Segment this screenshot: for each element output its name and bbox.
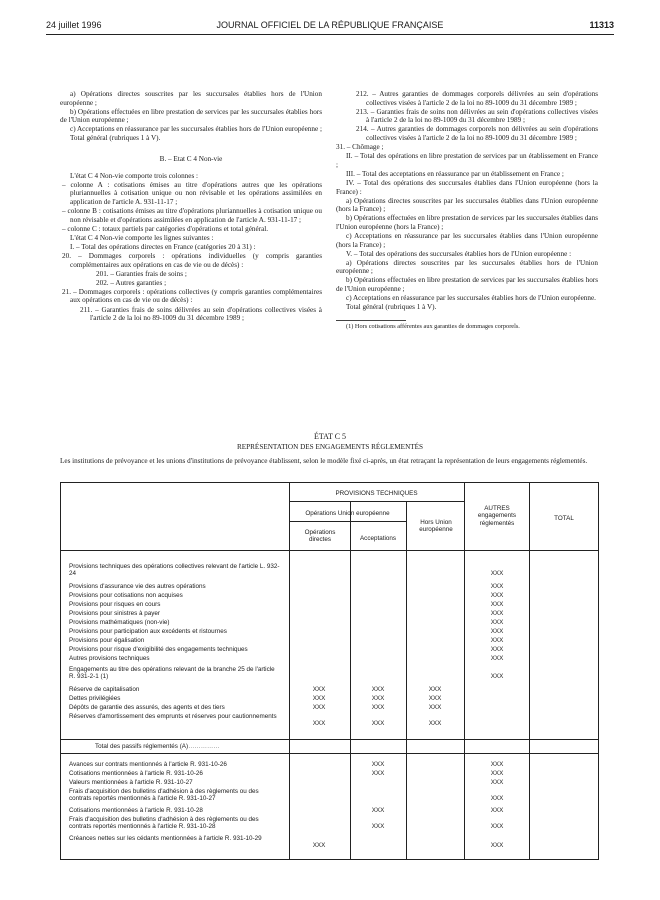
right-column: [336, 90, 598, 332]
table-row-label: Valeurs mentionnées à l'article R. 931-10-27: [69, 779, 193, 786]
list-item: 201. – Garanties frais de soins ;: [96, 269, 187, 278]
table-row-label: Frais d'acquisition des bulletins d'adhésion à des règlements ou des contrats reportés mentionnés à l'article R. 931-10-27: [69, 788, 259, 803]
left-column: [60, 90, 322, 323]
table-cell-xxx: XXX: [490, 646, 504, 653]
table-cell-xxx: XXX: [312, 842, 326, 850]
paragraph: II. – Total des opérations en libre prestation de services par un établissement en France ;: [336, 152, 598, 169]
table-cell-xxx: XXX: [490, 842, 504, 850]
paragraph: b) Opérations effectuées en libre prestation de services par les succursales établies dans l'Union européenne (hors la France) ;: [336, 214, 598, 231]
table-row-label: Dépôts de garantie des assurés, des agents et des tiers: [69, 704, 225, 711]
paragraph: c) Acceptations en réassurance par les succursales établies dans l'Union européenne (hors la France) ;: [336, 232, 598, 249]
table-row-label: Réserves d'amortissement des emprunts et réserves pour cautionnements: [69, 713, 277, 720]
table-row-label: Cotisations mentionnées à l'article R. 931-10-28: [69, 807, 203, 814]
paragraph: Total général (rubriques 1 à V).: [70, 134, 161, 143]
table-row-label: Provisions pour participation aux excédents et ristournes: [69, 628, 227, 635]
table-row-label: Provisions d'assurance vie des autres opérations: [69, 583, 206, 590]
paragraph: b) Opérations effectuées en libre prestation de services par les succursales établies hors de l'Union européenne ;: [336, 276, 598, 294]
column-divider: [406, 550, 407, 859]
table-cell-xxx: XXX: [490, 592, 504, 599]
paragraph: L'état C 4 Non-vie comporte les lignes suivantes :: [70, 233, 214, 242]
total-header: TOTAL: [554, 515, 574, 522]
operations-ue-header: Opérations Union européenne: [305, 510, 390, 517]
table-row-label: Provisions techniques des opérations collectives relevant de l'article L. 932-24: [69, 563, 280, 578]
table-cell-xxx: XXX: [490, 637, 504, 644]
table-cell-xxx: XXX: [371, 807, 385, 814]
list-item: 213. – Garanties frais de soins non délivrées au sein d'opérations collectives visées à l'article 2 de la loi no 89-1009 du 31 décembre 1989 ;: [356, 107, 598, 125]
paragraph: c) Acceptations en réassurance par les succursales établies hors de l'Union européenne.: [346, 294, 596, 303]
table-cell-xxx: XXX: [312, 686, 326, 693]
table-cell-xxx: XXX: [371, 770, 385, 777]
table-cell-xxx: XXX: [490, 823, 504, 831]
table-cell-xxx: XXX: [428, 695, 442, 702]
paragraph: III. – Total des acceptations en réassurance par un établissement en France ;: [346, 169, 564, 178]
total-passifs-text: Total des passifs réglementés (A): [95, 743, 189, 750]
column-divider: [406, 501, 407, 550]
header-rule: [46, 34, 614, 35]
table-row-label: Provisions pour risques en cours: [69, 601, 161, 608]
paragraph: Total général (rubriques 1 à V).: [346, 303, 437, 312]
row-rule: [61, 739, 598, 740]
etat-heading: [60, 432, 600, 452]
etat-subtitle: REPRÉSENTATION DES ENGAGEMENTS RÉGLEMENTÉS: [236, 443, 424, 451]
footnote: (1) Hors cotisations afférentes aux garanties de dommages corporels.: [346, 322, 520, 330]
table-cell-xxx: XXX: [490, 583, 504, 590]
table-cell-xxx: XXX: [428, 686, 442, 693]
header-rule: [61, 550, 598, 551]
autres-header: AUTRES engagements réglementés: [477, 505, 517, 527]
table-row-label: Réserve de capitalisation: [69, 686, 140, 693]
paragraph: b) Opérations effectuées en libre prestation de services par les succursales établies hors de l'Union européenne ;: [60, 107, 322, 125]
column-divider: [350, 501, 351, 550]
table-row-label: Provisions mathématiques (non-vie): [69, 619, 170, 626]
list-item: 202. – Autres garanties ;: [96, 278, 167, 287]
table-row-label: Avances sur contrats mentionnés à l'article R. 931-10-26: [69, 761, 227, 768]
table-row-label: Autres provisions techniques: [69, 655, 150, 662]
list-item: 214. – Autres garanties de dommages corporels non délivrées au sein d'opérations collectives visées à l'article 2 de la loi no 89-1009 du 31 décembre 1989 ;: [356, 125, 598, 142]
list-item: 21. – Dommages corporels : opérations collectives (y compris garanties complémentaires aux opérations en cas de vie ou de décès) :: [62, 287, 322, 305]
paragraph: a) Opérations directes souscrites par les succursales établies hors de l'Union européenne ;: [336, 258, 598, 276]
list-item: 31. – Chômage ;: [336, 143, 384, 152]
total-passifs-label: Total des passifs réglementés (A)……………: [95, 743, 220, 750]
page-header: [46, 20, 614, 34]
table-cell-xxx: XXX: [371, 823, 385, 831]
header-rule: [289, 521, 406, 522]
column-divider: [289, 483, 290, 859]
footnote-rule: [336, 320, 406, 321]
table-cell-xxx: XXX: [312, 704, 326, 711]
page-number: 11313: [589, 20, 614, 30]
hors-ue-header: Hors Union européenne: [419, 519, 453, 534]
list-item: – colonne A : cotisations émises au titre d'opérations autres que les opérations pluriannuelles à cotisation unique ou non révisable et les opérations assimilées en application de l'article A. 931-11-17 ;: [62, 180, 322, 206]
table-cell-xxx: XXX: [428, 704, 442, 711]
acceptations-header: Acceptations: [359, 535, 397, 542]
op-directes-header: Opérations directes: [304, 529, 336, 544]
engagements-table: [60, 482, 599, 860]
paragraph: L'état C 4 Non-vie comporte trois colonnes :: [70, 171, 199, 180]
table-cell-xxx: XXX: [490, 570, 504, 578]
table-row-label: Provisions pour sinistres à payer: [69, 610, 160, 617]
table-cell-xxx: XXX: [371, 686, 385, 693]
table-cell-xxx: XXX: [428, 720, 442, 728]
table-row-label: Provisions pour cotisations non acquises: [69, 592, 183, 599]
column-divider: [529, 483, 530, 859]
list-item: – colonne C : totaux partiels par catégories d'opérations et total général.: [62, 224, 269, 233]
table-cell-xxx: XXX: [490, 673, 504, 681]
etat-intro: Les institutions de prévoyance et les unions d'institutions de prévoyance établissent, selon le modèle fixé ci-après, un état retraçant la représentation de leurs engagements réglementés.: [60, 457, 588, 465]
paragraph: a) Opérations directes souscrites par les succursales établies hors de l'Union européenne ;: [60, 90, 322, 107]
column-divider: [464, 483, 465, 859]
list-item: 20. – Dommages corporels : opérations individuelles (y compris garanties complémentaires aux opérations en cas de vie ou de décès) :: [62, 252, 322, 269]
table-cell-xxx: XXX: [371, 695, 385, 702]
table-row-label: Engagements au titre des opérations relevant de la branche 25 de l'article R. 931-2-1 (1): [69, 666, 275, 681]
issue-date: 24 juillet 1996: [46, 20, 102, 30]
table-row-label: Frais d'acquisition des bulletins d'adhésion à des règlements ou des contrats reportés mentionnés à l'article R. 931-10-28: [69, 816, 259, 831]
row-rule: [61, 753, 598, 754]
table-row-label: Provisions pour égalisation: [69, 637, 145, 644]
table-cell-xxx: XXX: [371, 761, 385, 768]
paragraph: c) Acceptations en réassurance par les succursales établies hors de l'Union européenne ;: [70, 125, 322, 134]
paragraph: a) Opérations directes souscrites par les succursales établies dans l'Union européenne (hors la France) ;: [336, 196, 598, 214]
column-divider: [350, 550, 351, 859]
table-row-label: Dettes privilégiées: [69, 695, 121, 702]
table-row-label: Provisions pour risque d'exigibilité des engagements techniques: [69, 646, 248, 653]
table-cell-xxx: XXX: [312, 695, 326, 702]
table-cell-xxx: XXX: [490, 807, 504, 814]
table-cell-xxx: XXX: [490, 610, 504, 617]
section-title: B. – Etat C 4 Non-vie: [159, 155, 223, 164]
list-item: 212. – Autres garanties de dommages corporels délivrées au sein d'opérations collectives visées à l'article 2 de la loi no 89-1009 du 31 décembre 1989 ;: [356, 90, 598, 107]
paragraph: I. – Total des opérations directes en France (catégories 20 à 31) :: [70, 242, 256, 251]
table-cell-xxx: XXX: [490, 779, 504, 786]
list-item: – colonne B : cotisations émises au titre d'opérations pluriannuelles à cotisation unique ou non révisable et d'opérations assimilées en application de l'article A. 931-11-17 ;: [62, 207, 322, 224]
paragraph: IV. – Total des opérations des succursales établies dans l'Union européenne (hors la France) :: [336, 178, 598, 196]
table-cell-xxx: XXX: [490, 601, 504, 608]
paragraph: V. – Total des opérations des succursales établies hors de l'Union européenne :: [346, 249, 572, 258]
journal-title: JOURNAL OFFICIEL DE LA RÉPUBLIQUE FRANÇAISE: [216, 20, 444, 30]
etat-title: ÉTAT C 5: [313, 432, 347, 441]
table-cell-xxx: XXX: [490, 628, 504, 635]
table-cell-xxx: XXX: [490, 655, 504, 662]
table-cell-xxx: XXX: [312, 720, 326, 728]
table-row-label: Cotisations mentionnées à l'article R. 931-10-26: [69, 770, 203, 777]
table-cell-xxx: XXX: [490, 770, 504, 777]
table-cell-xxx: XXX: [490, 619, 504, 626]
table-cell-xxx: XXX: [490, 761, 504, 768]
table-cell-xxx: XXX: [371, 704, 385, 711]
table-cell-xxx: XXX: [371, 720, 385, 728]
list-item: 211. – Garanties frais de soins délivrées au sein d'opérations collectives visées à l'article 2 de la loi no 89-1009 du 31 décembre 1989 ;: [80, 305, 322, 323]
table-row-label: Créances nettes sur les cédants mentionnées à l'article R. 931-10-29: [69, 835, 262, 842]
table-cell-xxx: XXX: [490, 795, 504, 803]
provisions-header: PROVISIONS TECHNIQUES: [335, 490, 418, 497]
header-rule: [289, 501, 464, 502]
